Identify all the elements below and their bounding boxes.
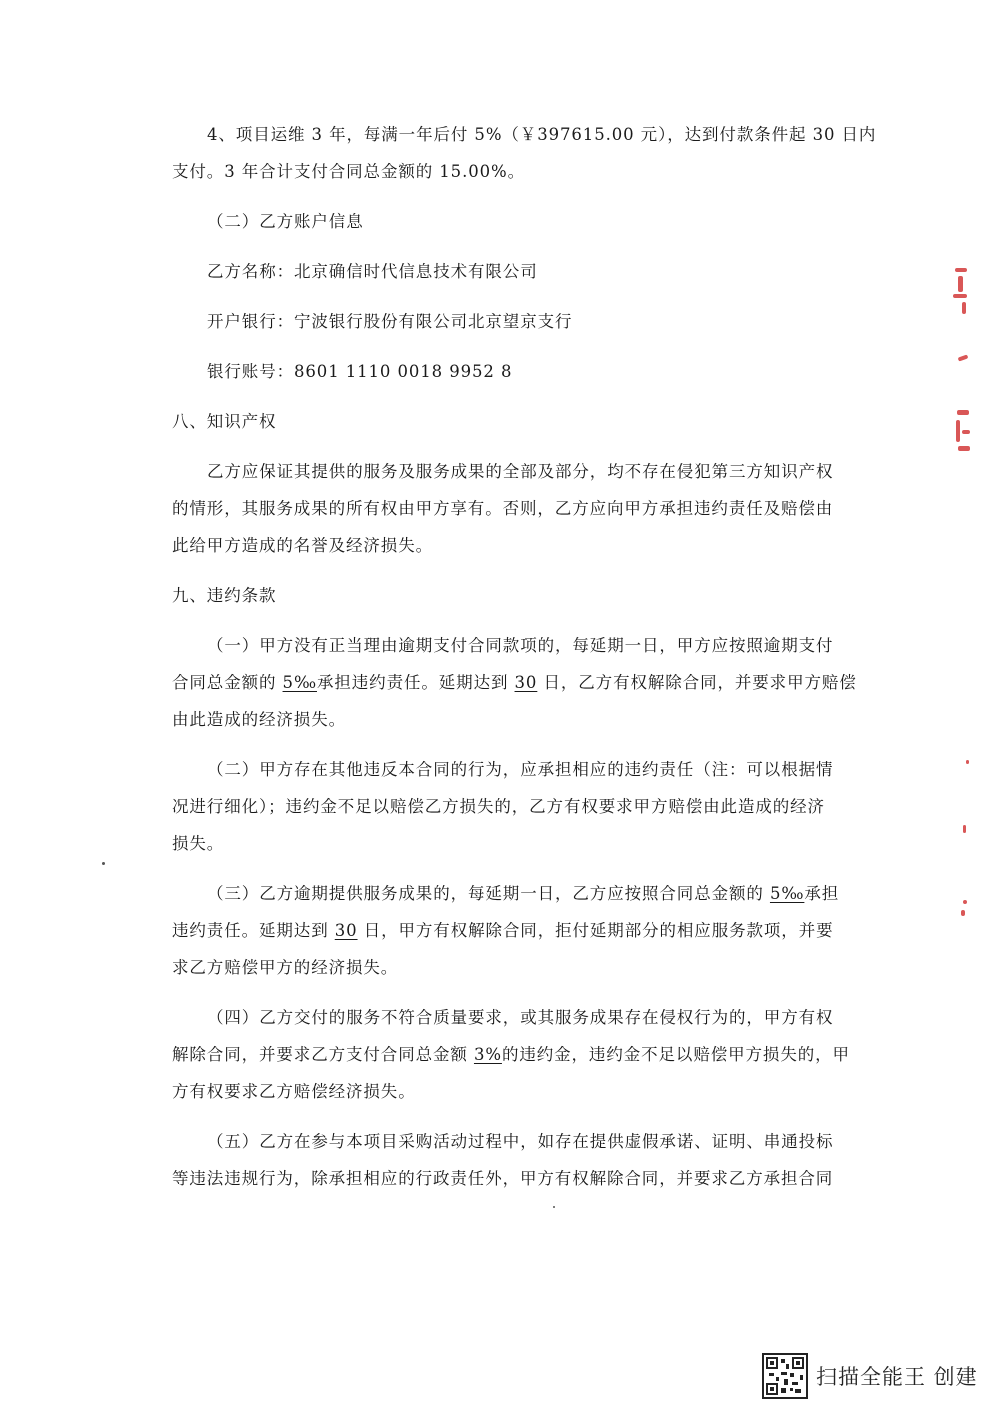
scan-speck (553, 1206, 555, 1208)
paragraph-line: 方有权要求乙方赔偿经济损失。 (172, 1082, 416, 1101)
paragraph-line: 此给甲方造成的名誉及经济损失。 (172, 536, 433, 555)
scanner-watermark (762, 1352, 978, 1400)
section-heading-breach: 九、违约条款 (172, 586, 277, 605)
paragraph-line: 违约责任。延期达到 30 日，甲方有权解除合同，拒付延期部分的相应服务款项，并要 (172, 921, 834, 940)
paragraph-line: 支付。3 年合计支付合同总金额的 15.00%。 (172, 162, 526, 181)
paragraph-line: 解除合同，并要求乙方支付合同总金额 3%的违约金，违约金不足以赔偿甲方损失的，甲 (172, 1045, 850, 1064)
paragraph-line: （一）甲方没有正当理由逾期支付合同款项的，每延期一日，甲方应按照逾期支付 (207, 636, 834, 655)
paragraph-line: 况进行细化）；违约金不足以赔偿乙方损失的，乙方有权要求甲方赔偿由此造成的经济 (172, 797, 825, 816)
bank-account: 银行账号：8601 1110 0018 9952 8 (207, 362, 513, 381)
paragraph-line: （五）乙方在参与本项目采购活动过程中，如存在提供虚假承诺、证明、串通投标 (207, 1132, 834, 1151)
section-heading-ip: 八、知识产权 (172, 412, 277, 431)
underlined-value: 30 (514, 673, 538, 692)
paragraph-line: 由此造成的经济损失。 (172, 710, 346, 729)
paragraph-line: 等违法违规行为，除承担相应的行政责任外，甲方有权解除合同，并要求乙方承担合同 (172, 1169, 834, 1188)
paragraph-line: 合同总金额的 5‰承担违约责任。延期达到 30 日，乙方有权解除合同，并要求甲方赔偿 (172, 673, 857, 692)
paragraph-line: 的情形，其服务成果的所有权由甲方享有。否则，乙方应向甲方承担违约责任及赔偿由 (172, 499, 834, 518)
paragraph-line: 乙方应保证其提供的服务及服务成果的全部及部分，均不存在侵犯第三方知识产权 (207, 462, 834, 481)
watermark-text: 扫描全能王 创建 (816, 1365, 978, 1389)
underlined-value: 5‰ (282, 673, 317, 692)
underlined-value: 3% (473, 1045, 502, 1064)
paragraph-line: （四）乙方交付的服务不符合质量要求，或其服务成果存在侵权行为的，甲方有权 (207, 1008, 834, 1027)
scan-speck (102, 862, 105, 865)
qr-code-icon (762, 1353, 808, 1399)
paragraph-line: 损失。 (172, 834, 225, 853)
underlined-value: 5‰ (769, 884, 805, 903)
paragraph-line: （二）甲方存在其他违反本合同的行为，应承担相应的违约责任（注：可以根据情 (207, 760, 834, 779)
underlined-value: 30 (334, 921, 358, 940)
payee-name: 乙方名称：北京确信时代信息技术有限公司 (207, 262, 538, 281)
bank-name: 开户银行：宁波银行股份有限公司北京望京支行 (207, 312, 573, 331)
paragraph-line: （三）乙方逾期提供服务成果的，每延期一日，乙方应按照合同总金额的 5‰承担 (207, 884, 840, 903)
section-subheading: （二）乙方账户信息 (207, 212, 364, 231)
paragraph-line: 求乙方赔偿甲方的经济损失。 (172, 958, 399, 977)
paragraph-line: 4、项目运维 3 年，每满一年后付 5%（￥397615.00 元），达到付款条件起 30 日内 (207, 125, 877, 144)
